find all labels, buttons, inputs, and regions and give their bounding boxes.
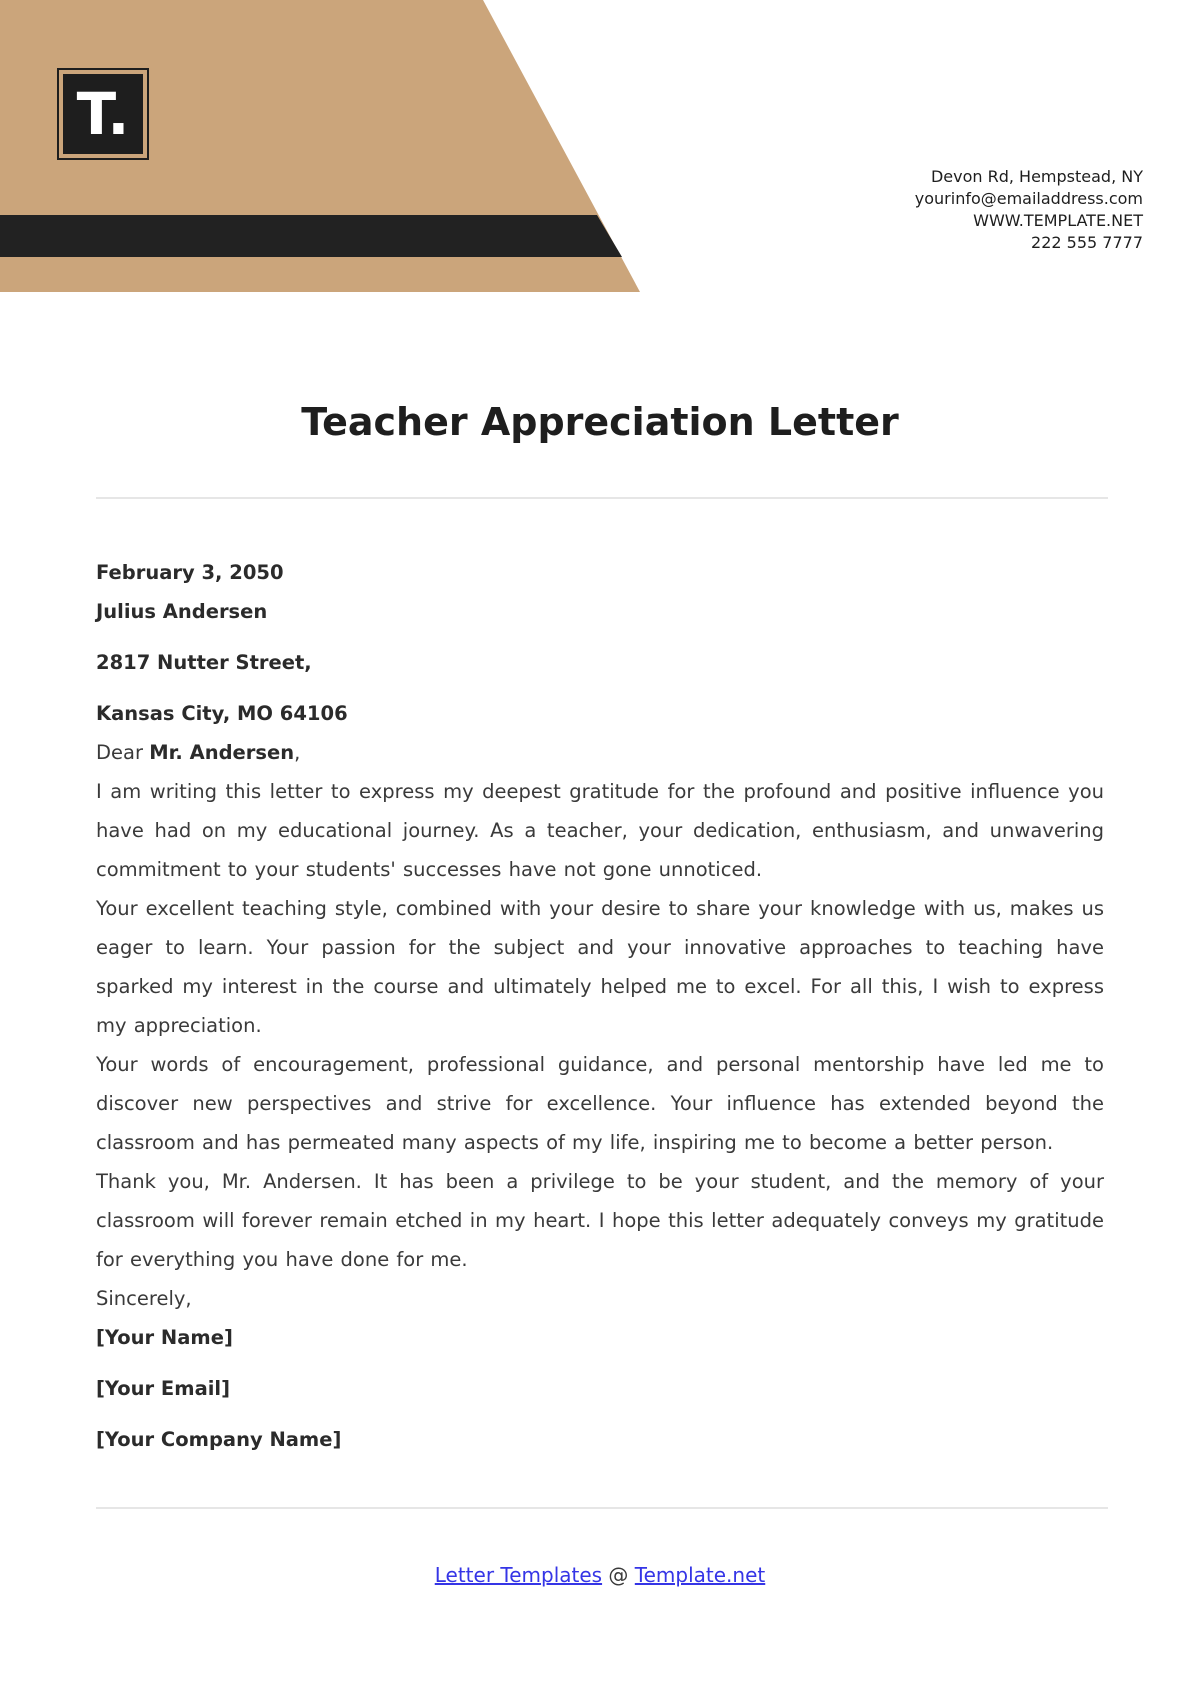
contact-block (915, 166, 1143, 254)
salutation-prefix: Dear (96, 741, 150, 764)
letter-templates-link[interactable]: Letter Templates (434, 1563, 603, 1587)
letter-paragraph: Thank you, Mr. Andersen. It has been a privilege to be your student, and the memory of your classroom will forever remain etched in my heart. I hope this letter adequately conveys my gratitude for everything you have done for me. (96, 1170, 1104, 1271)
sender-name: [Your Name] (96, 1326, 233, 1349)
closing: Sincerely, (96, 1287, 192, 1310)
contact-address: Devon Rd, Hempstead, NY (930, 167, 1143, 186)
contact-website: WWW.TEMPLATE.NET (973, 211, 1143, 230)
logo-letter: T. (63, 74, 143, 154)
contact-email: yourinfo@emailaddress.com (914, 189, 1143, 208)
salutation (96, 733, 1104, 772)
bottom-divider (96, 1507, 1108, 1509)
top-divider (96, 497, 1108, 499)
footer-separator: @ (602, 1563, 635, 1587)
page-title: Teacher Appreciation Letter (301, 400, 899, 444)
header-black-stripe (0, 215, 622, 257)
template-net-link[interactable]: Template.net (634, 1563, 766, 1587)
company-logo (57, 68, 149, 160)
recipient-name: Julius Andersen (96, 600, 268, 623)
letter-paragraph: Your words of encouragement, professional guidance, and personal mentorship have led me to discover new perspectives and strive for excellence. Your influence has extended beyond the classroom and has permeated many aspects of my life, inspiring me to become a better person. (96, 1053, 1104, 1154)
contact-phone: 222 555 7777 (1031, 233, 1143, 252)
salutation-name: Mr. Andersen (149, 741, 295, 764)
salutation-suffix: , (294, 741, 301, 764)
sender-company: [Your Company Name] (96, 1428, 342, 1451)
letter-paragraph: I am writing this letter to express my deepest gratitude for the profound and positive influence you have had on my educational journey. As a teacher, your dedication, enthusiasm, and unwavering commitment to your students' successes have not gone unnoticed. (96, 780, 1104, 881)
letter-paragraph: Your excellent teaching style, combined with your desire to share your knowledge with us, makes us eager to learn. Your passion for the subject and your innovative approaches to teaching have sparked my interest in the course and ultimately helped me to excel. For all this, I wish to express my appreciation. (96, 897, 1104, 1037)
letter-body (96, 553, 1104, 1459)
sender-email: [Your Email] (96, 1377, 231, 1400)
recipient-city: Kansas City, MO 64106 (96, 702, 348, 725)
footer (0, 1563, 1200, 1587)
recipient-street: 2817 Nutter Street, (96, 651, 312, 674)
letter-date: February 3, 2050 (96, 561, 284, 584)
